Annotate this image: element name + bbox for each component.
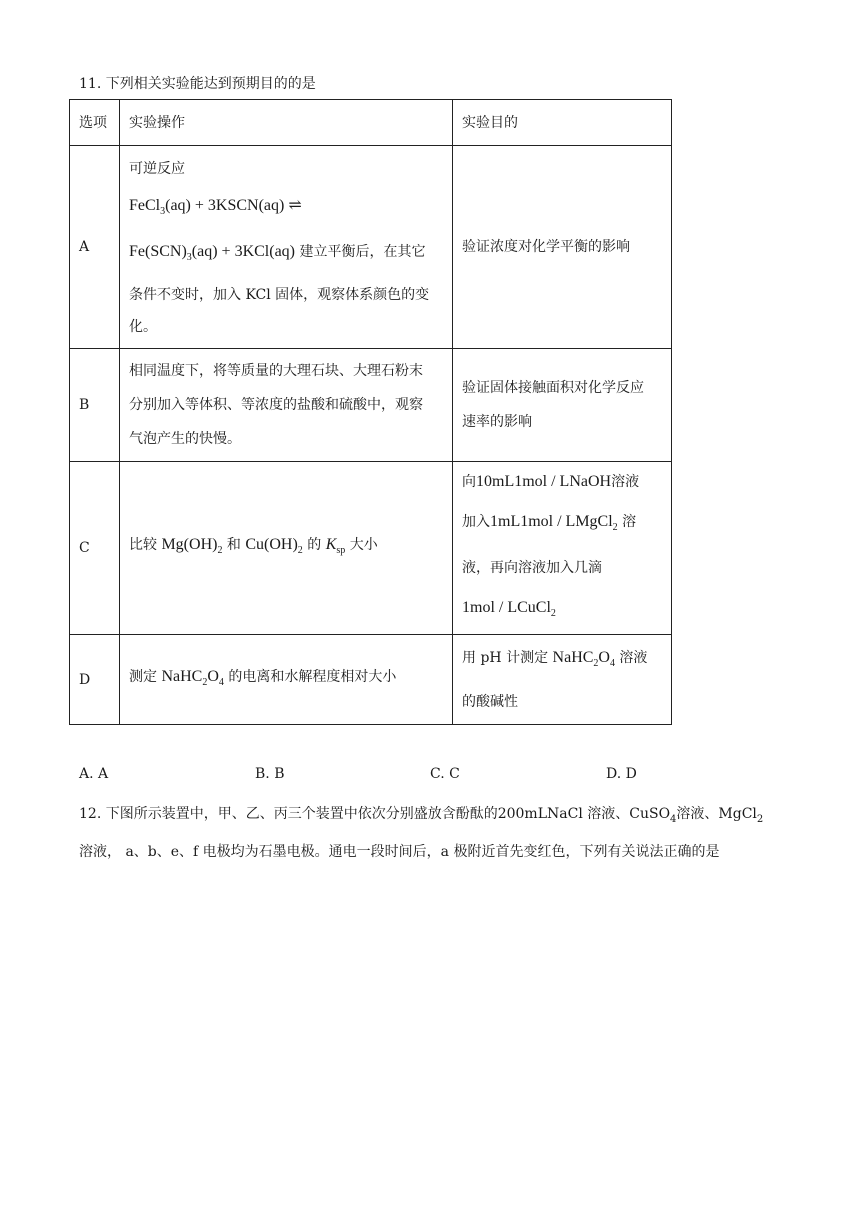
header-option: 选项 xyxy=(70,100,120,146)
row-b-purpose xyxy=(453,349,672,462)
row-d-label: D xyxy=(70,635,120,725)
table-row-d xyxy=(70,635,672,725)
row-a-op-line1: 可逆反应 xyxy=(129,160,185,177)
row-a-op-line4: 化。 xyxy=(129,319,157,336)
experiment-table xyxy=(69,99,672,725)
choice-d[interactable]: D. D xyxy=(606,766,637,782)
row-d-operation: 测定 $NaHC_2O_4$ 的电离和水解程度相对大小 xyxy=(120,635,453,725)
row-c-purpose-line1: 向10mL1mol / LNaOH溶液 xyxy=(462,473,640,490)
header-operation: 实验操作 xyxy=(120,100,453,146)
row-a-operation xyxy=(120,146,453,349)
row-c-label: C xyxy=(70,462,120,635)
row-b-purpose-line2: 速率的影响 xyxy=(462,414,532,430)
table-row-b xyxy=(70,349,672,462)
table-row-c xyxy=(70,462,672,635)
table-row-a xyxy=(70,146,672,349)
row-a-formula1: FeCl$_3$(aq) + 3KSCN(aq) ⇌ xyxy=(129,196,302,217)
row-a-op-line3: 条件不变时，加入 KCl 固体，观察体系颜色的变 xyxy=(129,287,430,304)
row-a-purpose: 验证浓度对化学平衡的影响 xyxy=(453,146,672,349)
row-b-op-line2: 分别加入等体积、等浓度的盐酸和硫酸中，观察 xyxy=(129,397,423,413)
row-c-purpose xyxy=(453,462,672,635)
question-11-title: 11. 下列相关实验能达到预期目的的是 xyxy=(79,76,316,92)
row-c-operation: 比较 $Mg(OH)_2$ 和 $Cu(OH)_2$ 的 $K_{sp}$ 大小 xyxy=(120,462,453,635)
row-c-purpose-line2: 加入1mL1mol / LMgCl$_2$ 溶 xyxy=(462,513,637,534)
q12-line2: 溶液， a、b、e、f 电极均为石墨电极。通电一段时间后，a 极附近首先变红色，下列有关说法正确的是 xyxy=(79,843,720,860)
row-b-label: B xyxy=(70,349,120,462)
row-d-purpose-line1: 用 pH 计测定 $NaHC_2O_4$ 溶液 xyxy=(462,648,648,669)
row-b-purpose-line1: 验证固体接触面积对化学反应 xyxy=(462,380,644,396)
row-d-purpose-line2: 的酸碱性 xyxy=(462,693,518,710)
answer-choices xyxy=(0,766,860,786)
row-c-purpose-line3: 液，再向溶液加入几滴 xyxy=(462,560,602,577)
row-b-op-line3: 气泡产生的快慢。 xyxy=(129,431,241,447)
header-purpose: 实验目的 xyxy=(453,100,672,146)
row-a-formula2: $Fe(SCN)_3(aq) + 3KCl(aq)$ 建立平衡后，在其它 xyxy=(129,243,426,264)
table-header-row xyxy=(70,100,672,146)
choice-c[interactable]: C. C xyxy=(430,766,460,782)
q12-line1: 12. 下图所示装置中，甲、乙、丙三个装置中依次分别盛放含酚酞的200mLNaCl 溶液、CuSO$_4$溶液、MgCl$_2$ xyxy=(79,806,764,825)
row-a-label: A xyxy=(70,146,120,349)
question-12-text xyxy=(79,798,779,869)
choice-b[interactable]: B. B xyxy=(255,766,285,782)
row-b-operation xyxy=(120,349,453,462)
choice-a[interactable]: A. A xyxy=(79,766,109,782)
row-c-purpose-line4: 1mol / LCuCl$_2$ xyxy=(462,599,556,620)
row-d-purpose xyxy=(453,635,672,725)
row-b-op-line1: 相同温度下，将等质量的大理石块、大理石粉末 xyxy=(129,363,423,379)
